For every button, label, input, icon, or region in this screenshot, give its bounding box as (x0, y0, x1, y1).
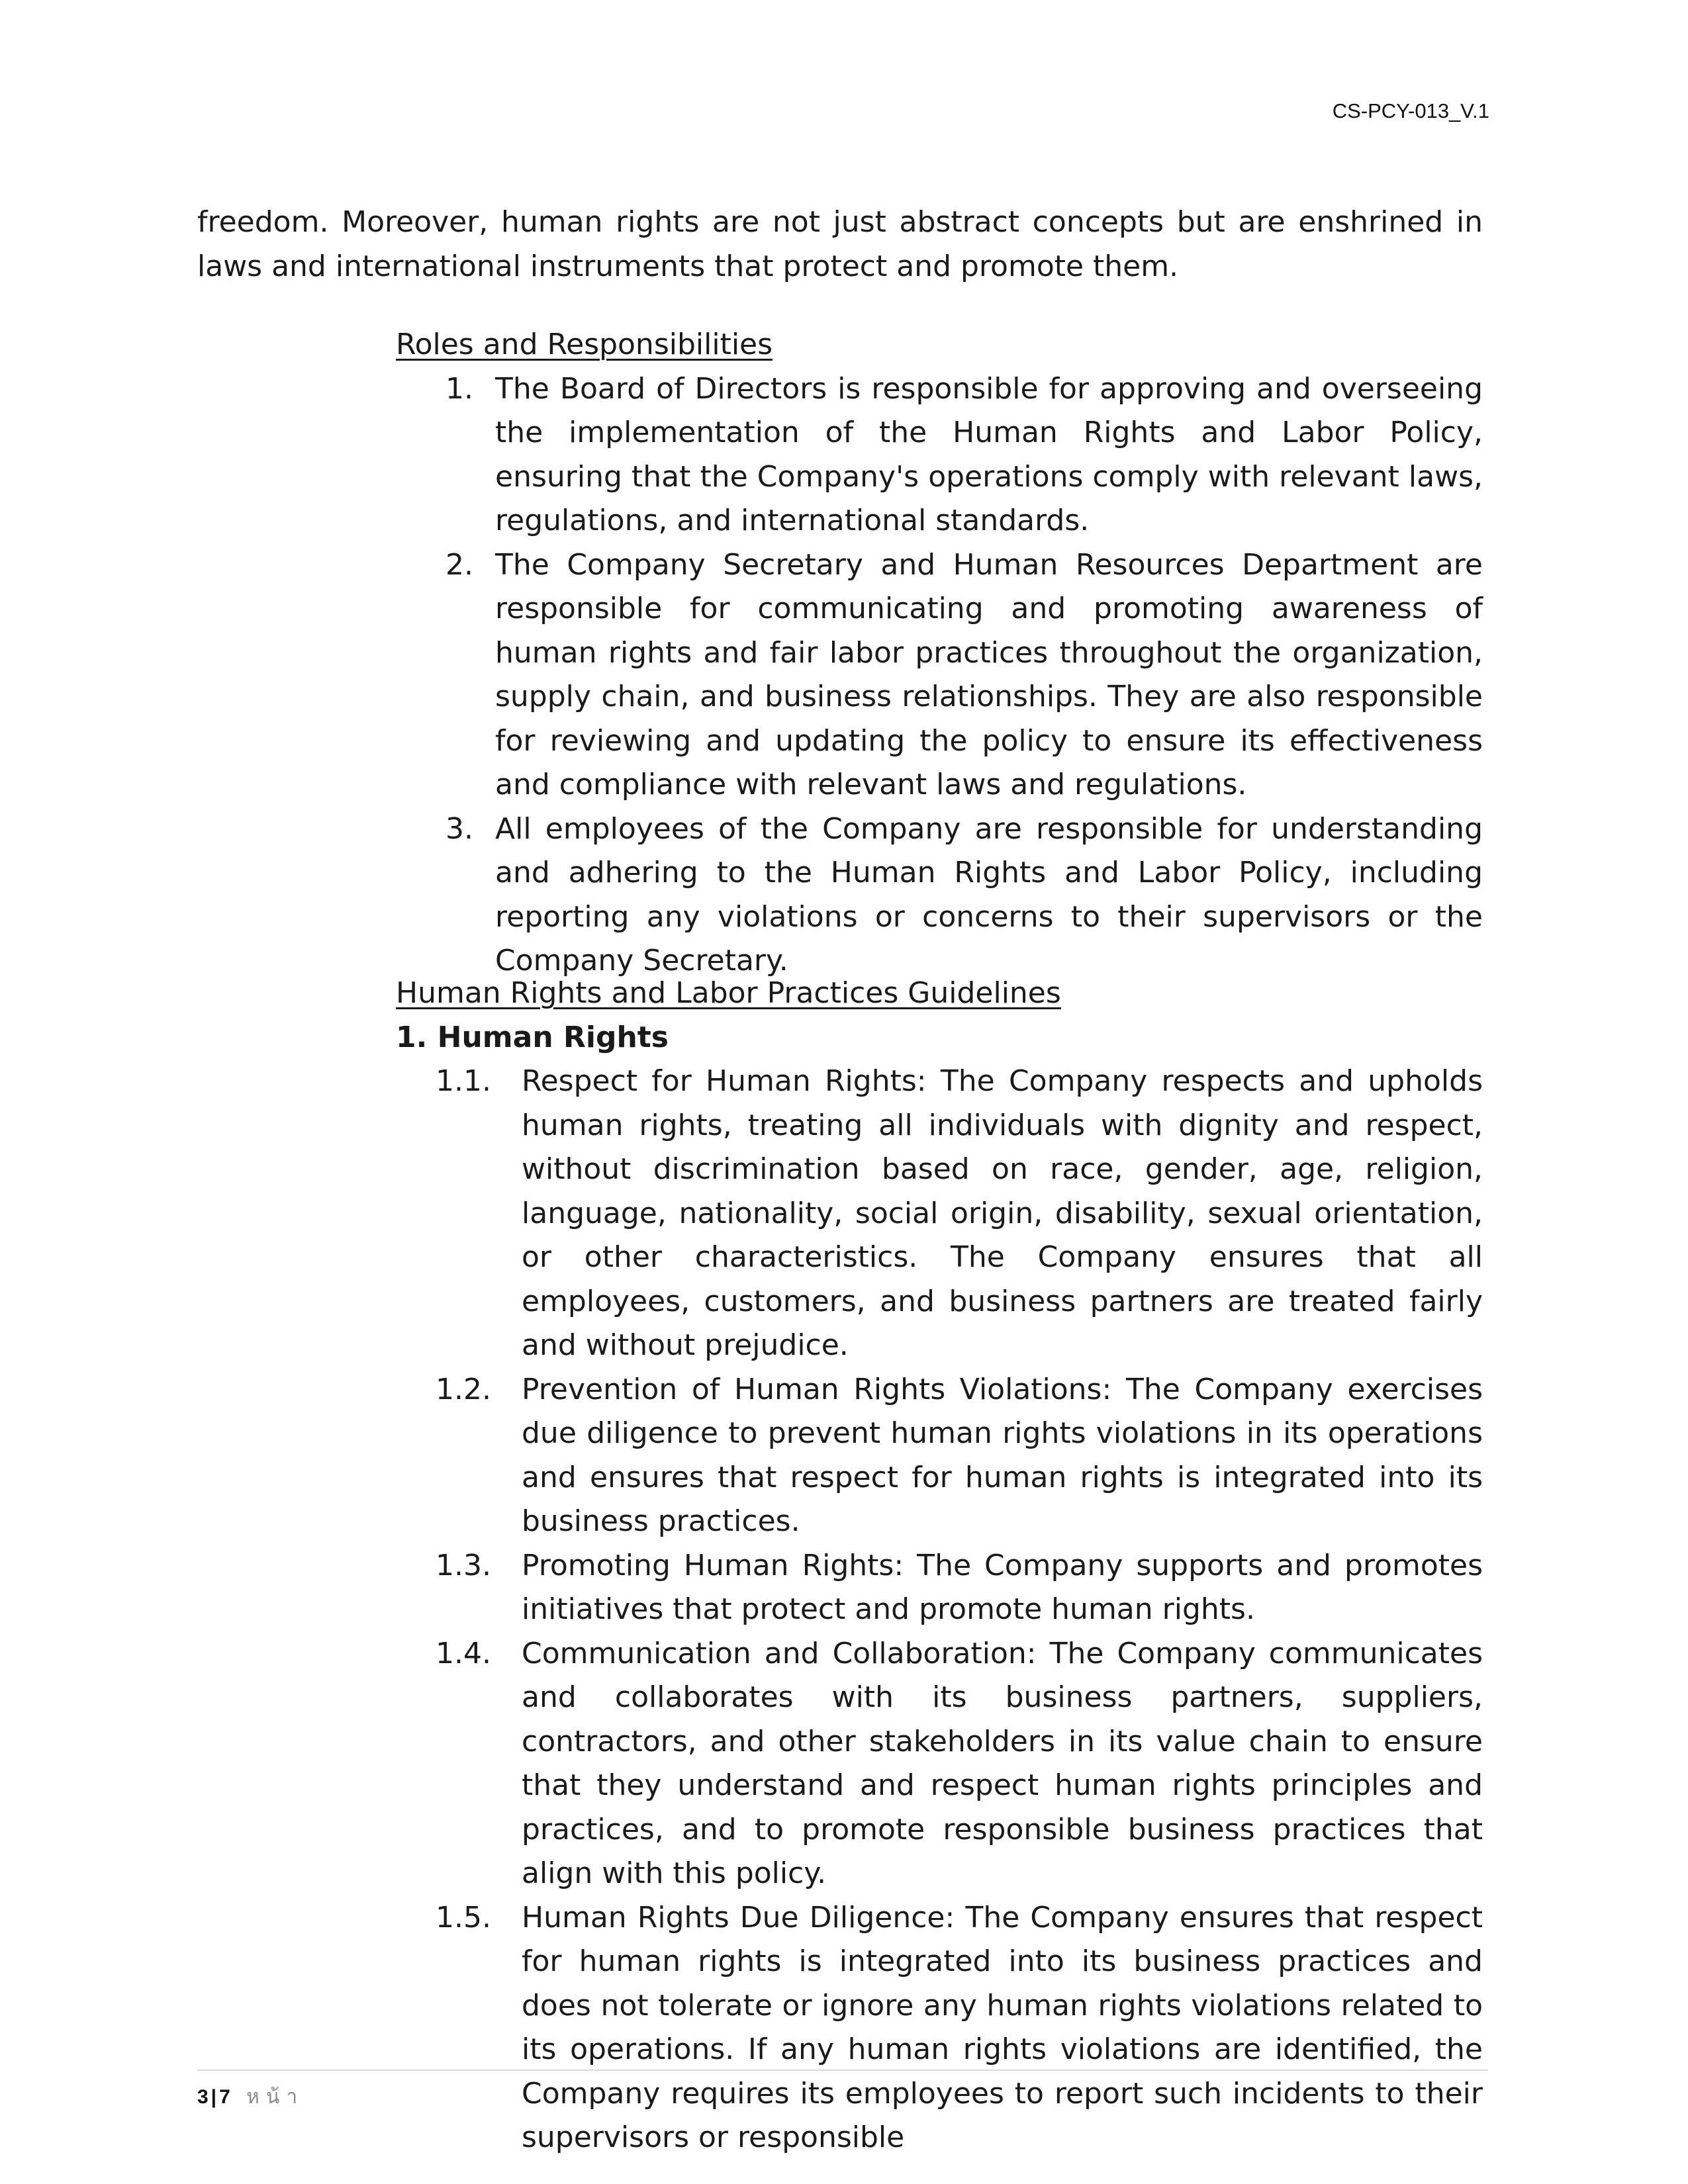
list-number: 1.3. (436, 1548, 491, 1582)
list-item-text: Human Rights Due Diligence: The Company ensures that respect for human rights is integrated into its business practices and does not tolerate or ignore any human rights violations related to its operations. If any human rights violations are identified, the Company requires its employees to report such incidents to their supervisors or responsible (522, 1900, 1483, 2154)
list-item (396, 543, 1483, 807)
list-item-text: Respect for Human Rights: The Company respects and upholds human rights, treating all individuals with dignity and respect, without discrimination based on race, gender, age, religion, language, nationality, social origin, disability, sexual orientation, or other characteristics. The Company ensures that all employees, customers, and business partners are treated fairly and without prejudice. (522, 1064, 1483, 1362)
list-number: 3. (445, 811, 473, 846)
list-item (396, 1632, 1483, 1896)
footer-divider (197, 2070, 1488, 2071)
list-item (396, 1896, 1483, 2160)
list-item-text: The Company Secretary and Human Resources Department are responsible for communicating and promoting awareness of human rights and fair labor practices throughout the organization, supply chain, and business relationships. They are also responsible for reviewing and updating the policy to ensure its effectiveness and compliance with relevant laws and regulations. (495, 547, 1483, 801)
list-item-text: All employees of the Company are responsible for understanding and adhering to the Human Rights and Labor Policy, including reporting any violations or concerns to their supervisors or the Company Secretary. (495, 811, 1483, 978)
list-number: 1. (445, 371, 473, 406)
list-item (396, 1060, 1483, 1368)
list-number: 2. (445, 547, 473, 582)
list-number: 1.2. (436, 1372, 491, 1406)
roles-list (396, 367, 1483, 983)
guidelines-heading: Human Rights and Labor Practices Guidelines (396, 976, 1061, 1010)
list-item-text: Promoting Human Rights: The Company supports and promotes initiatives that protect and promote human rights. (522, 1548, 1483, 1626)
list-item-text: The Board of Directors is responsible for approving and overseeing the implementation of the Human Rights and Labor Policy, ensuring that the Company's operations comply with relevant laws, regulations, and international standards. (495, 371, 1483, 537)
list-item (396, 1368, 1483, 1544)
list-number: 1.5. (436, 1900, 491, 1934)
list-item (396, 1544, 1483, 1632)
list-item (396, 367, 1483, 543)
human-rights-subheading: 1. Human Rights (396, 1020, 669, 1054)
guidelines-section (396, 972, 1483, 2160)
list-number: 1.1. (436, 1064, 491, 1098)
page-number: 3|7 (197, 2086, 233, 2108)
list-number: 1.4. (436, 1636, 491, 1670)
roles-heading: Roles and Responsibilities (396, 328, 773, 361)
guidelines-list (396, 1060, 1483, 2160)
intro-paragraph: freedom. Moreover, human rights are not just abstract concepts but are enshrined in laws and international instruments that protect and promote them. (197, 205, 1483, 283)
page-footer (197, 2081, 304, 2113)
list-item-text: Prevention of Human Rights Violations: The Company exercises due diligence to prevent human rights violations in its operations and ensures that respect for human rights is integrated into its business practices. (522, 1372, 1483, 1538)
list-item-text: Communication and Collaboration: The Company communicates and collaborates with its business partners, suppliers, contractors, and other stakeholders in its value chain to ensure that they understand and respect human rights principles and practices, and to promote responsible business practices that align with this policy. (522, 1636, 1483, 1890)
page-label: หน้า (246, 2086, 305, 2108)
document-code: CS-PCY-013_V.1 (1332, 99, 1489, 122)
list-item (396, 807, 1483, 983)
roles-section (396, 323, 1483, 983)
